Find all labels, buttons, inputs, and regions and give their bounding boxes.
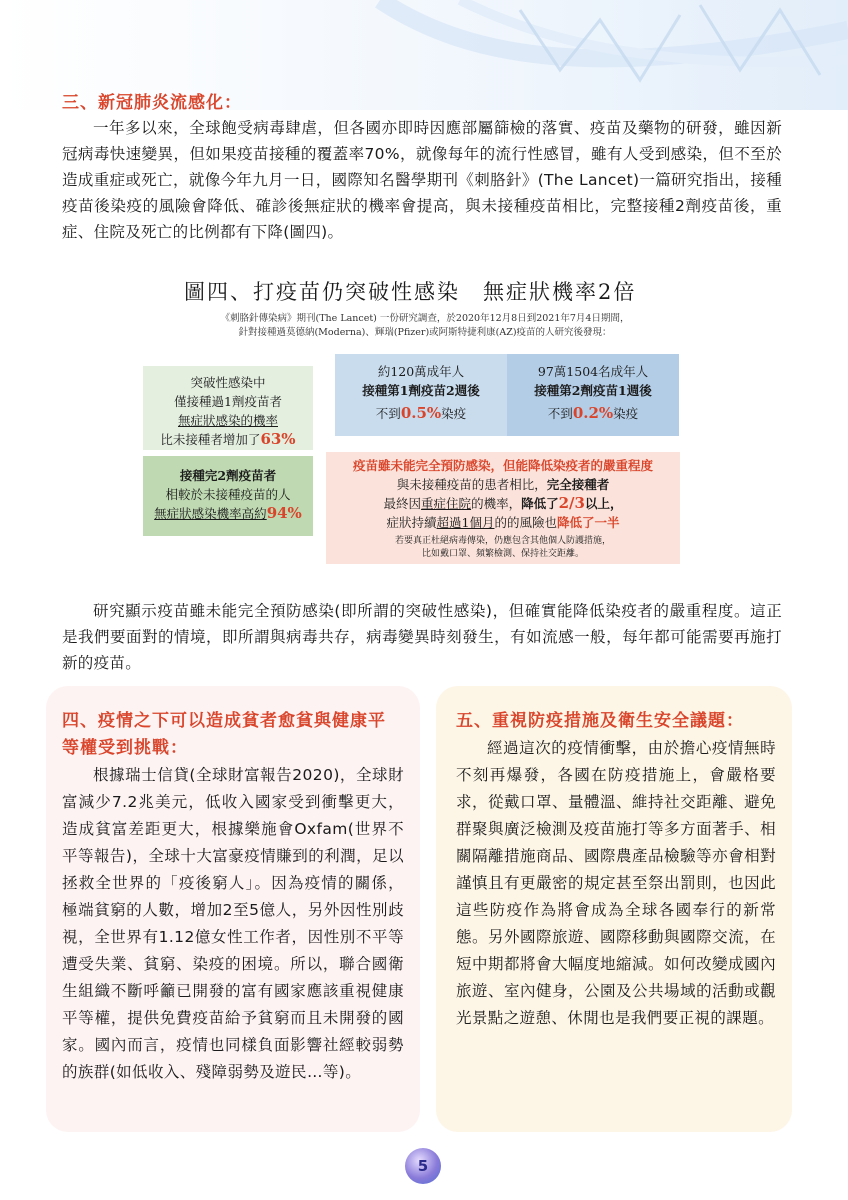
paragraph-2: 研究顯示疫苗雖未能完全預防感染(即所謂的突破性感染)，但確實能降低染疫者的嚴重程度。這正是我們要面對的情境，即所謂與病毒共存，病毒變異時刻發生，有如流感一般，每年都可能需要再施打新的疫苗。 — [62, 602, 782, 672]
figure-title: 圖四、打疫苗仍突破性感染 無症狀機率2倍 — [184, 280, 637, 304]
section4-title: 四、疫情之下可以造成貧者愈貧與健康平等權受到挑戰： — [62, 711, 386, 758]
page-number: 5 — [405, 1148, 441, 1184]
section5-title: 五、重視防疫措施及衛生安全議題： — [456, 711, 744, 731]
section3-title: 三、新冠肺炎流感化： — [62, 93, 242, 113]
stat-box-second-dose: 97萬1504名成年人 接種第2劑疫苗1週後 不到0.2%染疫 — [507, 354, 679, 436]
section3-body: 一年多以來，全球飽受病毒肆虐，但各國亦即時因應部屬篩檢的落實、疫苗及藥物的研發，雖因新冠病毒快速變異，但如果疫苗接種的覆蓋率70%，就像每年的流行性感冒，雖有人受到感染，但不至於造成重症或死亡，就像今年九月一日，國際知名醫學期刊《刺胳針》(The Lancet)一篇研究指出，接種疫苗後染疫的風險會降低、確診後無症狀的機率會提高，與未接種疫苗相比，完整接種2劑疫苗後，重症、住院及死亡的比例都有下降(圖四)。 — [62, 119, 782, 241]
figure-note: 《刺胳針傳染病》期刊(The Lancet) 一份研究調查，於2020年12月8日到2021年7月4日期間， 針對接種過莫德納(Moderna)、輝瑞(Pfizer)或阿斯特捷利康(AZ)疫苗的人研究後發現： — [220, 313, 630, 338]
stat-box-severity: 疫苗雖未能完全預防感染，但能降低染疫者的嚴重程度 與未接種疫苗的患者相比，完全接種者 最終因重症住院的機率，降低了2/3以上， 症狀持續超過1個月的的風險也降低了一半 若要真正杜絕病毒傳染，仍應包含其他個人防護措施， 比如戴口罩、頻繁檢測、保持社交距離。 — [326, 452, 680, 564]
section4-body: 根據瑞士信貸(全球財富報告2020)，全球財富減少7.2兆美元，低收入國家受到衝擊更大，造成貧富差距更大，根據樂施會Oxfam(世界不平等報告)，全球十大富豪疫情賺到的利潤，足以拯救全世界的「疫後窮人」。因為疫情的關係，極端貧窮的人數，增加2至5億人，另外因性別歧視，全世界有1.12億女性工作者，因性別不平等遭受失業、貧窮、染疫的困境。所以，聯合國衛生組織不斷呼籲已開發的富有國家應該重視健康平等權，提供免費疫苗給予貧窮而且未開發的國家。國內而言，疫情也同樣負面影響社經較弱勢的族群(如低收入、殘障弱勢及遊民…等)。 — [62, 766, 404, 1081]
section5-body: 經過這次的疫情衝擊，由於擔心疫情無時不刻再爆發，各國在防疫措施上，會嚴格要求，從戴口罩、量體溫、維持社交距離、避免群聚與廣泛檢測及疫苗施打等多方面著手、相關隔離措施商品、國際農產品檢驗等亦會相對謹慎且有更嚴密的規定甚至祭出罰則，也因此這些防疫作為將會成為全球各國奉行的新常態。另外國際旅遊、國際移動與國際交流，在短中期都將會大幅度地縮減。如何改變成國內旅遊、室內健身，公園及公共場域的活動或觀光景點之遊憩、休閒也是我們要正視的課題。 — [456, 739, 776, 1027]
stat-box-two-dose-asymptomatic: 接種完2劑疫苗者 相較於未接種疫苗的人 無症狀感染機率高約94% — [143, 456, 313, 536]
stat-box-one-dose-asymptomatic: 突破性感染中 僅接種過1劑疫苗者 無症狀感染的機率 比未接種者增加了63% — [143, 366, 313, 450]
stat-box-first-dose: 約120萬成年人 接種第1劑疫苗2週後 不到0.5%染疫 — [335, 354, 507, 436]
